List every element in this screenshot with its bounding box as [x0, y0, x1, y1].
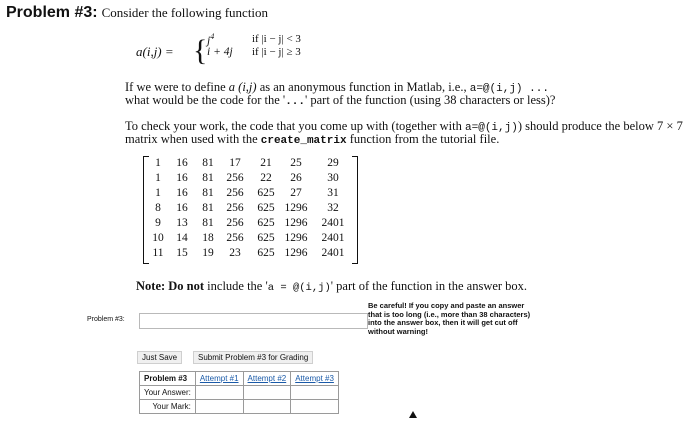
- q2-code: a=@(i,j): [465, 122, 518, 134]
- q2-text-d: function from the tutorial file.: [349, 132, 500, 146]
- matrix-cell: 30: [327, 172, 339, 184]
- matrix-cell: 15: [176, 247, 188, 259]
- matrix-cell: 31: [327, 187, 339, 199]
- note-code: a = @(i,j): [267, 282, 331, 294]
- matrix-cell: 2401: [321, 217, 345, 229]
- matrix-cell: 16: [176, 202, 188, 214]
- matrix-cell: 81: [202, 157, 214, 169]
- formula-case1: [207, 32, 214, 47]
- note-bold: Note: Do not: [136, 279, 205, 293]
- matrix-cell: 17: [229, 157, 241, 169]
- matrix-cell: 29: [327, 157, 339, 169]
- formula-brace: {: [193, 34, 208, 67]
- attempts-table: [139, 371, 339, 414]
- answer-attempt-2: [243, 386, 291, 400]
- matrix-cell: 625: [257, 187, 275, 199]
- matrix-right-bracket: [352, 156, 358, 264]
- your-answer-label: Your Answer:: [140, 386, 196, 400]
- attempt-1-link[interactable]: Attempt #1: [199, 374, 239, 383]
- question-line-2: [125, 93, 555, 109]
- formula-lhs: a(i,j) =: [136, 44, 174, 59]
- mark-attempt-2: [243, 400, 291, 414]
- matrix-cell: 27: [290, 187, 302, 199]
- note-text-b: ' part of the function in the answer box.: [330, 279, 528, 293]
- matrix-cell: 16: [176, 187, 188, 199]
- matrix-cell: 1296: [284, 247, 308, 259]
- formula-case2-condition: if |i − j| ≥ 3: [252, 46, 301, 58]
- matrix-cell: 19: [202, 247, 214, 259]
- warning-line: that is too long (i.e., more than 38 characters): [368, 309, 531, 319]
- matrix-cell: 2401: [321, 247, 345, 259]
- note-text-a: include the ': [207, 279, 268, 293]
- matrix-cell: 25: [290, 157, 302, 169]
- matrix-cell: 81: [202, 217, 214, 229]
- q1-function-name: a (i,j): [228, 80, 257, 94]
- q1-text-c: as an anonymous function in Matlab, i.e.,: [259, 80, 467, 94]
- matrix-cell: 14: [176, 232, 188, 244]
- matrix-cell: 21: [260, 157, 272, 169]
- q1-text-a: If we were to define: [125, 80, 226, 94]
- mark-attempt-3: [291, 400, 339, 414]
- warning-line: without warning!: [368, 326, 428, 336]
- mark-attempt-1: [195, 400, 243, 414]
- length-warning: [368, 302, 530, 336]
- matrix-cell: 10: [152, 232, 164, 244]
- attempt-2-link[interactable]: Attempt #2: [247, 374, 287, 383]
- problem-intro: Consider the following function: [101, 5, 269, 20]
- matrix-cell: 81: [202, 172, 214, 184]
- problem-number: Problem #3:: [6, 4, 98, 21]
- matrix-cell: 625: [257, 202, 275, 214]
- matrix-cell: 256: [226, 202, 244, 214]
- just-save-button[interactable]: Just Save: [137, 351, 182, 364]
- formula-case1-condition: if |i − j| < 3: [252, 33, 301, 45]
- attempts-problem-cell: Problem #3: [140, 372, 196, 386]
- expected-matrix: [143, 154, 358, 266]
- matrix-cell: 18: [202, 232, 214, 244]
- mouse-cursor-icon: [409, 411, 417, 418]
- matrix-cell: 1: [155, 157, 161, 169]
- answer-label: Problem #3:: [87, 316, 125, 323]
- note: [136, 279, 527, 294]
- matrix-cell: 81: [202, 187, 214, 199]
- matrix-cell: 13: [176, 217, 188, 229]
- attempt-3-cell: [291, 372, 339, 386]
- submit-grading-button[interactable]: Submit Problem #3 for Grading: [193, 351, 313, 364]
- your-answer-row: [140, 386, 339, 400]
- matrix-cell: 1: [155, 187, 161, 199]
- matrix-cell: 11: [152, 247, 164, 259]
- matrix-cell: 1296: [284, 202, 308, 214]
- matrix-cell: 23: [229, 247, 241, 259]
- answer-attempt-1: [195, 386, 243, 400]
- check-line-2: [125, 132, 499, 148]
- answer-input[interactable]: [139, 313, 368, 329]
- q1-text-d: what would be the code for the ': [125, 93, 286, 107]
- q2-text-c: matrix when used with the: [125, 132, 258, 146]
- answer-attempt-3: [291, 386, 339, 400]
- q2-text-b: ) should produce the below 7 × 7: [517, 119, 683, 133]
- matrix-cell: 9: [155, 217, 161, 229]
- matrix-cell: 8: [155, 202, 161, 214]
- matrix-cell: 1: [155, 172, 161, 184]
- your-mark-label: Your Mark:: [140, 400, 196, 414]
- matrix-cell: 26: [290, 172, 302, 184]
- attempt-3-link[interactable]: Attempt #3: [295, 374, 334, 383]
- case1-exponent: 4: [210, 32, 215, 41]
- warning-line: Be careful! If you copy and paste an answer: [368, 301, 525, 310]
- matrix-cell: 1296: [284, 217, 308, 229]
- attempt-2-cell: [243, 372, 291, 386]
- case1-expr: j: [207, 34, 211, 47]
- problem-heading: [6, 4, 268, 22]
- matrix-cell: 2401: [321, 232, 345, 244]
- q1-code: a=@(i,j) ...: [469, 83, 549, 95]
- matrix-cell: 625: [257, 232, 275, 244]
- matrix-cell: 1296: [284, 232, 308, 244]
- matrix-cell: 256: [226, 172, 244, 184]
- q1-text-e: ' part of the function (using 38 characters or less)?: [305, 93, 556, 107]
- attempts-header-row: [140, 372, 339, 386]
- matrix-cell: 256: [226, 232, 244, 244]
- warning-line: into the answer box, then it will get cut off: [368, 318, 518, 327]
- matrix-cell: 256: [226, 217, 244, 229]
- matrix-cell: 32: [327, 202, 339, 214]
- attempt-1-cell: [195, 372, 243, 386]
- matrix-cell: 81: [202, 202, 214, 214]
- matrix-cell: 625: [257, 247, 275, 259]
- matrix-cell: 16: [176, 157, 188, 169]
- matrix-cell: 22: [260, 172, 272, 184]
- matrix-cell: 625: [257, 217, 275, 229]
- your-mark-row: [140, 400, 339, 414]
- create-matrix-code: create_matrix: [260, 135, 347, 147]
- q1-ellipsis-code: ...: [285, 96, 305, 108]
- matrix-cell: 16: [176, 172, 188, 184]
- matrix-cell: 256: [226, 187, 244, 199]
- q2-text-a: To check your work, the code that you come up with (together with: [125, 119, 462, 133]
- formula-case2-expr: i + 4j: [207, 46, 233, 58]
